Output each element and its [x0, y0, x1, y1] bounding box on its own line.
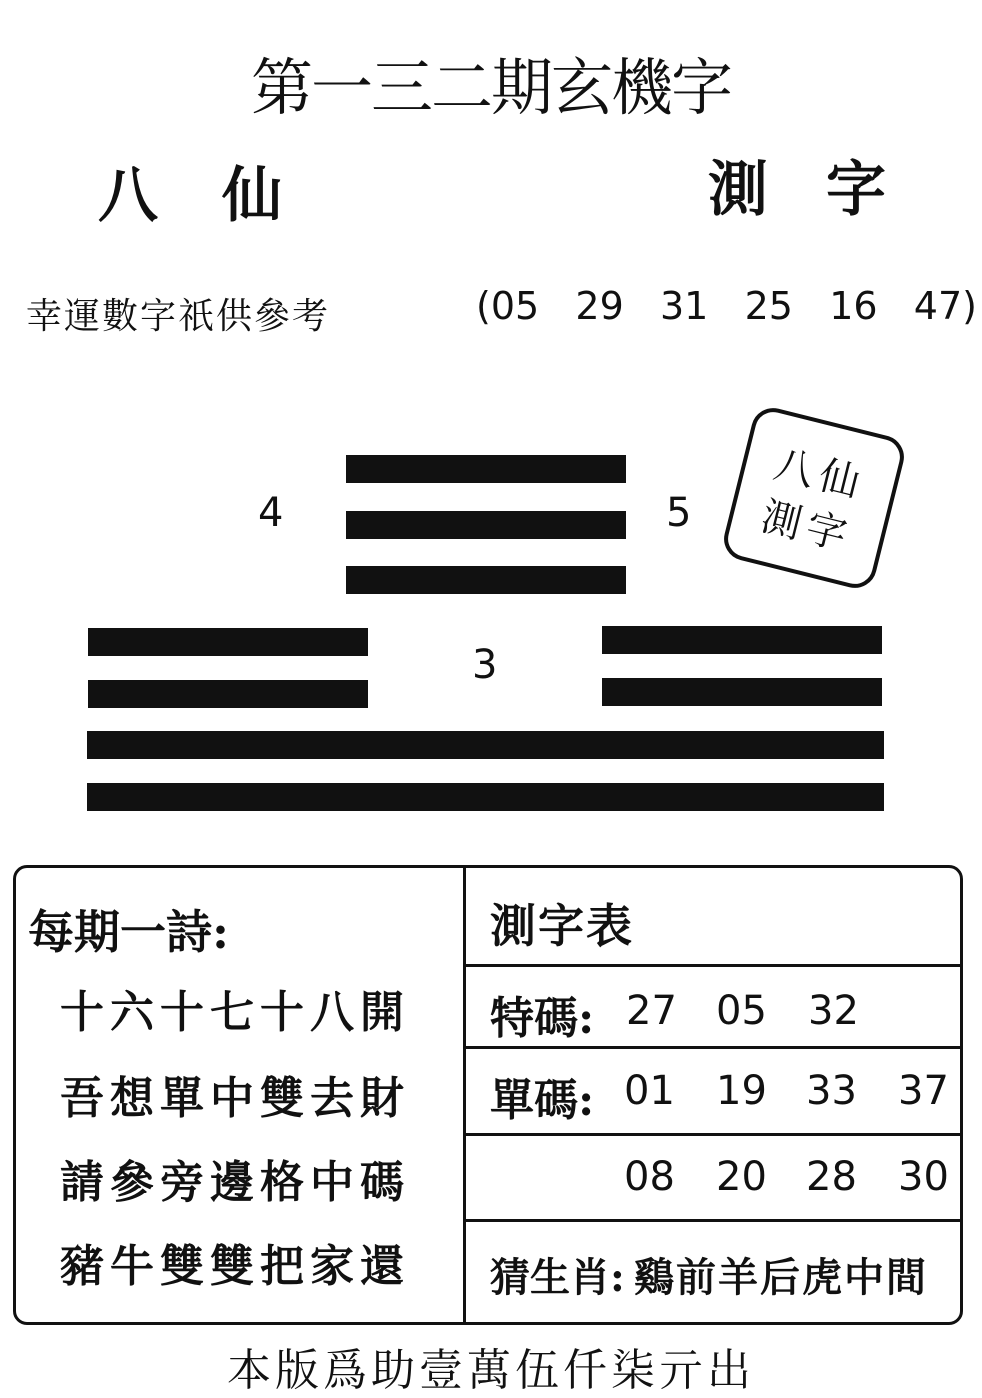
single-number: 01 [624, 1068, 675, 1114]
poem-line: 十六十七十八開 [60, 987, 410, 1038]
special-number: 27 [626, 988, 677, 1034]
page-title: 第一三二期玄機字 [250, 51, 731, 124]
number-right: 5 [666, 490, 692, 536]
lower-left-bar [88, 680, 368, 708]
upper-bar [346, 566, 626, 594]
brand-stamp [719, 403, 908, 592]
single-number: 37 [898, 1068, 949, 1114]
lower-right-bar [602, 678, 882, 706]
stamp-line-1: 八仙 [769, 441, 871, 509]
brand-char-ba: 八 [98, 161, 158, 231]
single-label: 單碼: [490, 1075, 595, 1126]
brand-char-xian: 仙 [222, 161, 282, 231]
brand-char-ce: 測 [708, 155, 768, 225]
full-bar [87, 731, 884, 759]
number-left: 4 [258, 490, 284, 536]
table-divider-vertical [463, 865, 466, 1325]
table-divider [466, 1133, 963, 1136]
poem-heading: 每期一詩: [28, 905, 229, 959]
single-number: 20 [716, 1154, 767, 1200]
lucky-numbers: (05 29 31 25 16 47) [476, 284, 977, 328]
brand-char-zi: 字 [826, 155, 886, 225]
single-number: 33 [806, 1068, 857, 1114]
lower-left-bar [88, 628, 368, 656]
upper-bar [346, 455, 626, 483]
single-number: 08 [624, 1154, 675, 1200]
full-bar [87, 783, 884, 811]
table-divider [466, 1046, 963, 1049]
special-number: 05 [716, 988, 767, 1034]
single-number: 28 [806, 1154, 857, 1200]
zodiac-label: 猜生肖: [490, 1254, 625, 1301]
single-number: 19 [716, 1068, 767, 1114]
special-number: 32 [808, 988, 859, 1034]
single-number: 30 [898, 1154, 949, 1200]
lucky-label: 幸運數字祇供參考 [26, 296, 331, 337]
poem-line: 豬牛雙雙把家還 [60, 1241, 410, 1292]
upper-bar [346, 511, 626, 539]
table-divider [466, 1219, 963, 1222]
zodiac-value: 鷄前羊后虎中間 [634, 1254, 928, 1301]
lower-right-bar [602, 626, 882, 654]
table-divider [466, 964, 963, 967]
special-label: 特碼: [490, 993, 595, 1044]
stamp-line-2: 測字 [756, 493, 857, 561]
footer-note: 本版爲助壹萬伍仟柒亓出 [227, 1345, 755, 1396]
poem-line: 請參旁邊格中碼 [60, 1157, 410, 1208]
table-heading: 測字表 [490, 899, 634, 953]
number-center: 3 [472, 642, 498, 688]
poem-line: 吾想單中雙去財 [60, 1073, 410, 1124]
